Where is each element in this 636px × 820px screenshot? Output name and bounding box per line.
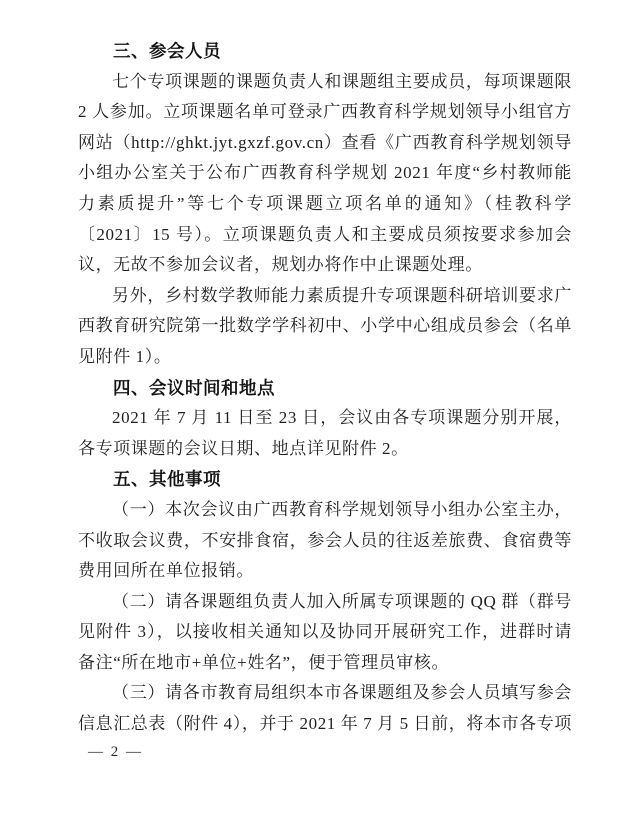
section-heading-participants: 三、参会人员 [113, 41, 221, 61]
section-other-matters [78, 464, 572, 739]
section-participants [78, 36, 572, 373]
page-number: — 2 — [88, 744, 143, 760]
paragraph: （三）请各市教育局组织本市各课题组及参会人员填写参会信息汇总表（附件 4），并于 2021 年 7 月 5 日前，将本市各专项 [78, 683, 572, 734]
paragraph: 另外，乡村数学教师能力素质提升专项课题科研培训要求广西教育研究院第一批数学学科初中、小学中心组成员参会（名单见附件 1）。 [78, 285, 572, 366]
paragraph: （一）本次会议由广西教育科学规划领导小组办公室主办，不收取会议费，不安排食宿，参会人员的往返差旅费、食宿费等费用回所在单位报销。 [78, 499, 572, 581]
section-heading-time-location: 四、会议时间和地点 [113, 377, 275, 398]
document-content [78, 36, 572, 740]
paragraph: （二）请各课题组负责人加入所属专项课题的 QQ 群（群号见附件 3），以接收相关通知以及协同开展研究工作，进群时请备注“所在地市+单位+姓名”，便于管理员审核。 [78, 591, 572, 672]
section-time-location [78, 373, 572, 465]
paragraph: 2021 年 7 月 11 日至 23 日，会议由各专项课题分别开展，各专项课题的会议日期、地点详见附件 2。 [78, 408, 572, 458]
paragraph: 七个专项课题的课题负责人和课题组主要成员，每项课题限 2 人参加。立项课题名单可登录广西教育科学规划领导小组官方网站（http://ghkt.jyt.gxzf.gov.cn）查看《广西教育科学规划领导小组办公室关于公布广西教育科学规划 2021 年度“乡村教师能力素质提升”等七个专项课题立项名单的通知》（桂教科学〔2021〕15 号）。立项课题负责人和主要成员须按要求参加会议，无故不参加会议者，规划办将作中止课题处理。 [78, 71, 572, 275]
section-heading-other-matters: 五、其他事项 [113, 469, 221, 490]
